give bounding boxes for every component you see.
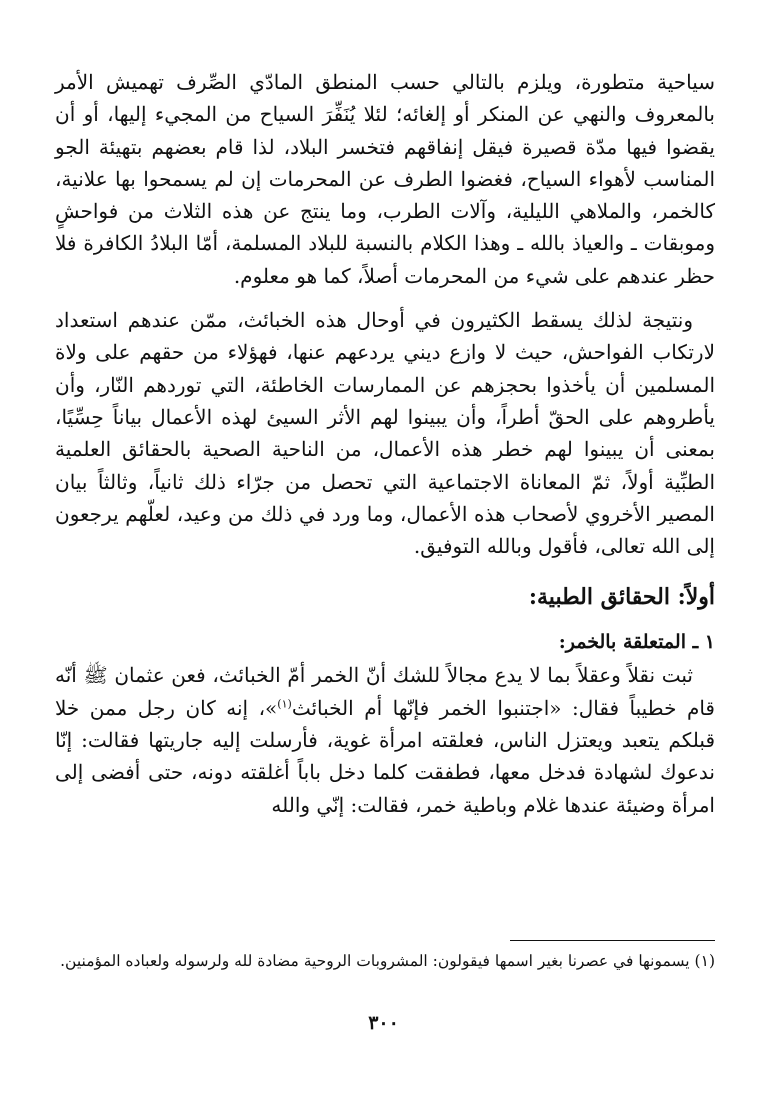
footnote-reference[interactable]: (١) xyxy=(277,697,292,711)
section-heading: أولاً: الحقائق الطبية: xyxy=(528,584,715,611)
page-body xyxy=(55,66,715,821)
paragraph-wine-part2: »، إنه كان رجل ممن خلا قبلكم يتعبد ويعتزل الناس، فعلقته امرأة غوية، فأرسلت إليه جاريتها فقالت: إنّا ندعوك لشهادة فدخل معها، فطفقت كلما دخل باباً أغلقته دونه، حتى أفضى إلى امرأة وضيئة عندها غلام وباطية خمر، فقالت: إنّي والله xyxy=(55,695,715,817)
footnote-text: يسمونها في عصرنا بغير اسمها فيقولون: المشروبات الروحية مضادة لله ولرسوله ولعباده المؤمنين. xyxy=(60,952,690,970)
paragraph-wine xyxy=(55,659,715,820)
paragraph-continued: سياحية متطورة، ويلزم بالتالي حسب المنطق المادّي الصِّرف تهميش الأمر بالمعروف والنهي عن المنكر أو إلغائه؛ لئلا يُنَفِّرَ السياح من المجيء إليها، أو أن يقضوا فيها مدّة قصيرة فيقل إنفاقهم فتخسر البلاد، لذا قام بعضهم بتهيئة الجو المناسب لأهواء السياح، فغضوا الطرف عن المحرمات إن لم يسمحوا بها علانية، كالخمر، والملاهي الليلية، وآلات الطرب، وما ينتج عن هذه الثلاث من فواحشٍ وموبقات ـ والعياذ بالله ـ وهذا الكلام بالنسبة للبلاد المسلمة، أمّا البلادُ الكافرة فلا حظر عندهم على شيء من المحرمات أصلاً، كما هو معلوم. xyxy=(55,70,716,288)
footnote-marker: (١) xyxy=(694,952,715,970)
page-number: ٣٠٠ xyxy=(368,1012,399,1034)
footnote-divider xyxy=(510,940,715,941)
subsection-heading: ١ ـ المتعلقة بالخمر: xyxy=(558,631,715,654)
paragraph-consequence: ونتيجة لذلك يسقط الكثيرون في أوحال هذه الخبائث، ممّن عندهم استعداد لارتكاب الفواحش، حيث لا وازع ديني يردعهم عنها، فهؤلاء من حقهم على ولاة المسلمين أن يأخذوا بحجزهم عن الممارسات الخاطئة، التي توردهم النّار، وأن يأطروهم على الحقّ أطراً، وأن يبينوا لهم الأثر السيئ لهذه الأعمال بياناً حِسِّيًا، بمعنى أن يبينوا لهم خطر هذه الأعمال، من الناحية الصحية بالحقائق العلمية الطبِّية أولاً، ثمّ المعاناة الاجتماعية التي تحصل من جرّاء ذلك ثانياً، وثالثاً بيان المصير الأخروي لأصحاب هذه الأعمال، وما ورد في ذلك من وعيد، لعلّهم يرجعون إلى الله تعالى، فأقول وبالله التوفيق. xyxy=(55,308,715,559)
paragraph-wine-part1: ثبت نقلاً وعقلاً بما لا يدع مجالاً للشك أنّ الخمر أمّ الخبائث، فعن عثمان ﷺ أنّه قام خطيباً فقال: «اجتنبوا الخمر فإنّها أم الخبائث xyxy=(55,663,715,720)
footnote xyxy=(55,948,715,975)
